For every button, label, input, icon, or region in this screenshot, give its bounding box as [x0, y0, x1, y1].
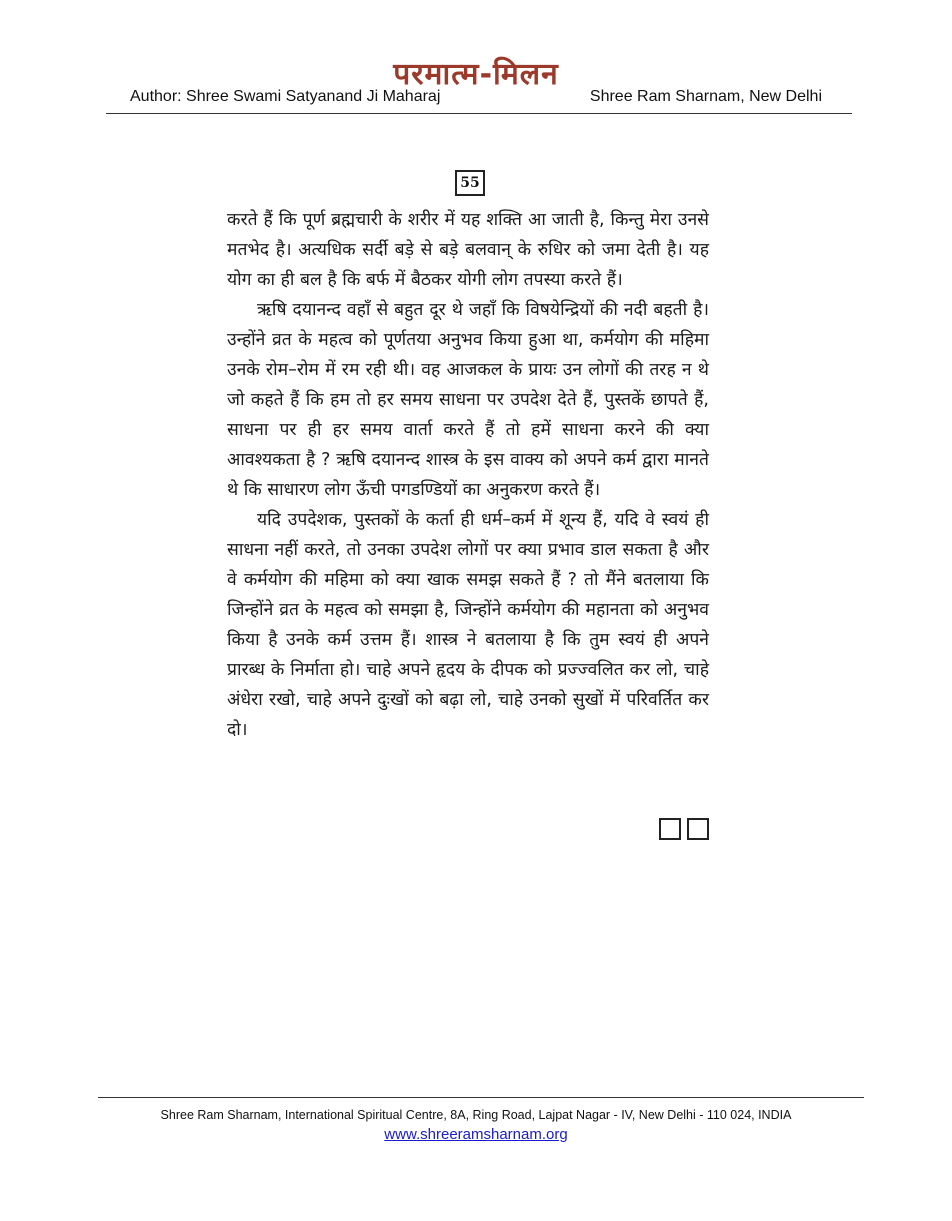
paragraph-2: ऋषि दयानन्द वहाँ से बहुत दूर थे जहाँ कि विषयेन्द्रियों की नदी बहती है। उन्होंने व्रत के महत्व को पूर्णतया अनुभव किया हुआ था, कर्मयोग की महिमा उनके रोम–रोम में रम रही थी। वह आजकल के प्रायः उन लोगों की तरह न थे जो कहते हैं कि हम तो हर समय साधना पर उपदेश देते हैं, पुस्तकें छापते हैं, साधना पर ही हर समय वार्ता करते हैं तो हमें साधना करने की क्या आवश्यकता है ? ऋषि दयानन्द शास्त्र के इस वाक्य को अपने कर्म द्वारा मानते थे कि साधारण लोग ऊँची पगडण्डियों का अनुकरण करते हैं।	[227, 300, 709, 500]
publisher-line: Shree Ram Sharnam, New Delhi	[589, 88, 822, 105]
end-square-icon	[687, 818, 709, 840]
paragraph-1: करते हैं कि पूर्ण ब्रह्मचारी के शरीर में यह शक्ति आ जाती है, किन्तु मेरा उनसे मतभेद है। अत्यधिक सर्दी बड़े से बड़े बलवान् के रुधिर को जमा देती है। यह योग का ही बल है कि बर्फ में बैठकर योगी लोग तपस्या करते हैं।	[227, 210, 709, 290]
brand-title: परमात्म-मिलन	[393, 57, 559, 92]
end-square-icon	[659, 818, 681, 840]
author-line: Author: Shree Swami Satyanand Ji Maharaj	[130, 88, 441, 105]
footer-divider	[98, 1097, 864, 1098]
footer-address: Shree Ram Sharnam, International Spiritual Centre, 8A, Ring Road, Lajpat Nagar - IV, New Delhi - 110 024, INDIA	[160, 1108, 792, 1122]
page-number-box: 55	[455, 170, 485, 196]
header-divider	[106, 113, 852, 114]
website-link[interactable]: www.shreeramsharnam.org	[384, 1126, 568, 1143]
end-of-section-mark	[659, 818, 709, 840]
body-text	[227, 205, 709, 745]
paragraph-3: यदि उपदेशक, पुस्तकों के कर्ता ही धर्म–कर्म में शून्य हैं, यदि वे स्वयं ही साधना नहीं करते, तो उनका उपदेश लोगों पर क्या प्रभाव डाल सकता है और वे कर्मयोग की महिमा को क्या खाक समझ सकते हैं ? तो मैंने बतलाया कि जिन्होंने व्रत के महत्व को समझा है, जिन्होंने कर्मयोग की महानता को अनुभव किया है उनके कर्म उत्तम हैं। शास्त्र ने बतलाया है कि तुम स्वयं ही अपने प्रारब्ध के निर्माता हो। चाहे अपने हृदय के दीपक को प्रज्ज्वलित कर लो, चाहे अंधेरा रखो, चाहे अपने दुःखों को बढ़ा लो, चाहे उनको सुखों में परिवर्तित कर दो।	[227, 510, 709, 740]
